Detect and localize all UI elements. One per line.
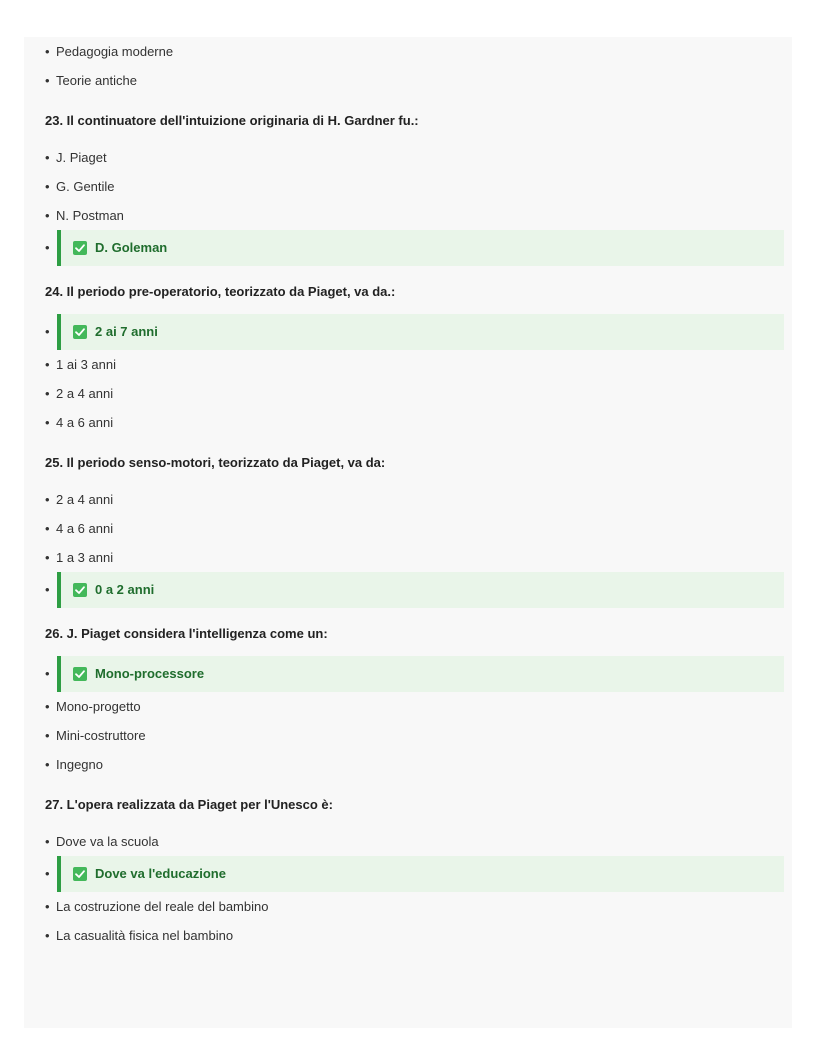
bullet-icon: • [45,240,50,255]
answer-option [36,201,784,230]
answer-list [36,143,784,266]
question-block [36,455,784,608]
bullet-icon: • [45,834,50,849]
answer-option [36,750,784,779]
bullet-icon: • [45,666,50,681]
bullet-icon: • [45,757,50,772]
checkmark-icon [73,583,87,597]
answer-text: La casualità fisica nel bambino [56,928,234,943]
answer-text: Pedagogia moderne [56,44,174,59]
answer-option [36,485,784,514]
answer-list [36,656,784,779]
bullet-icon: • [45,386,50,401]
checkmark-icon [73,241,87,255]
correct-answer-highlight [57,230,784,266]
bullet-icon: • [45,150,50,165]
answer-list [36,37,784,95]
answer-list [36,314,784,437]
answer-text: 1 ai 3 anni [56,357,116,372]
correct-answer-highlight [57,314,784,350]
bullet-icon: • [45,324,50,339]
answer-text: 2 a 4 anni [56,492,114,507]
bullet-icon: • [45,415,50,430]
answer-text: Dove va la scuola [56,834,159,849]
answer-text: D. Goleman [95,240,168,255]
answer-list [36,827,784,950]
answer-option [36,408,784,437]
correct-answer-highlight [57,572,784,608]
bullet-icon: • [45,550,50,565]
question-title: 23. Il continuatore dell'intuizione originaria di H. Gardner fu.: [45,113,419,128]
answer-option [36,379,784,408]
correct-answer-highlight [57,856,784,892]
bullet-icon: • [45,582,50,597]
bullet-icon: • [45,179,50,194]
correct-answer-highlight [57,656,784,692]
answer-option-correct [36,314,784,350]
bullet-icon: • [45,521,50,536]
answer-text: J. Piaget [56,150,107,165]
question-title: 26. J. Piaget considera l'intelligenza come un: [45,626,328,641]
answer-text: N. Postman [56,208,124,223]
answer-option-correct [36,230,784,266]
bullet-icon: • [45,899,50,914]
checkmark-icon [73,667,87,681]
bullet-icon: • [45,357,50,372]
bullet-icon: • [45,492,50,507]
question-title: 24. Il periodo pre-operatorio, teorizzato da Piaget, va da.: [45,284,396,299]
bullet-icon: • [45,866,50,881]
question-block [36,797,784,950]
answer-text: 2 a 4 anni [56,386,114,401]
answer-text: 4 a 6 anni [56,415,114,430]
answer-option [36,143,784,172]
question-block [36,37,784,95]
answer-option [36,172,784,201]
answer-option-correct [36,856,784,892]
question-title: 27. L'opera realizzata da Piaget per l'Unesco è: [45,797,333,812]
answer-option [36,921,784,950]
checkmark-icon [73,867,87,881]
quiz-content [36,37,784,950]
answer-text: Mini-costruttore [56,728,146,743]
answer-text: Dove va l'educazione [95,866,226,881]
answer-text: 1 a 3 anni [56,550,114,565]
answer-option [36,66,784,95]
answer-text: 4 a 6 anni [56,521,114,536]
bullet-icon: • [45,728,50,743]
answer-option-correct [36,572,784,608]
answer-option [36,827,784,856]
answer-text: La costruzione del reale del bambino [56,899,269,914]
bullet-icon: • [45,44,50,59]
question-block [36,626,784,779]
answer-text: Mono-processore [95,666,205,681]
answer-list [36,485,784,608]
answer-option [36,514,784,543]
checkmark-icon [73,325,87,339]
answer-text: Mono-progetto [56,699,141,714]
question-title: 25. Il periodo senso-motori, teorizzato da Piaget, va da: [45,455,386,470]
quiz-panel [24,37,792,1028]
answer-text: 0 a 2 anni [95,582,155,597]
answer-text: 2 ai 7 anni [95,324,158,339]
answer-option [36,37,784,66]
answer-option [36,543,784,572]
question-block [36,284,784,437]
answer-option [36,892,784,921]
bullet-icon: • [45,73,50,88]
answer-option [36,692,784,721]
answer-text: Teorie antiche [56,73,137,88]
answer-text: G. Gentile [56,179,115,194]
answer-text: Ingegno [56,757,103,772]
bullet-icon: • [45,928,50,943]
answer-option [36,350,784,379]
question-block [36,113,784,266]
answer-option-correct [36,656,784,692]
answer-option [36,721,784,750]
bullet-icon: • [45,699,50,714]
bullet-icon: • [45,208,50,223]
